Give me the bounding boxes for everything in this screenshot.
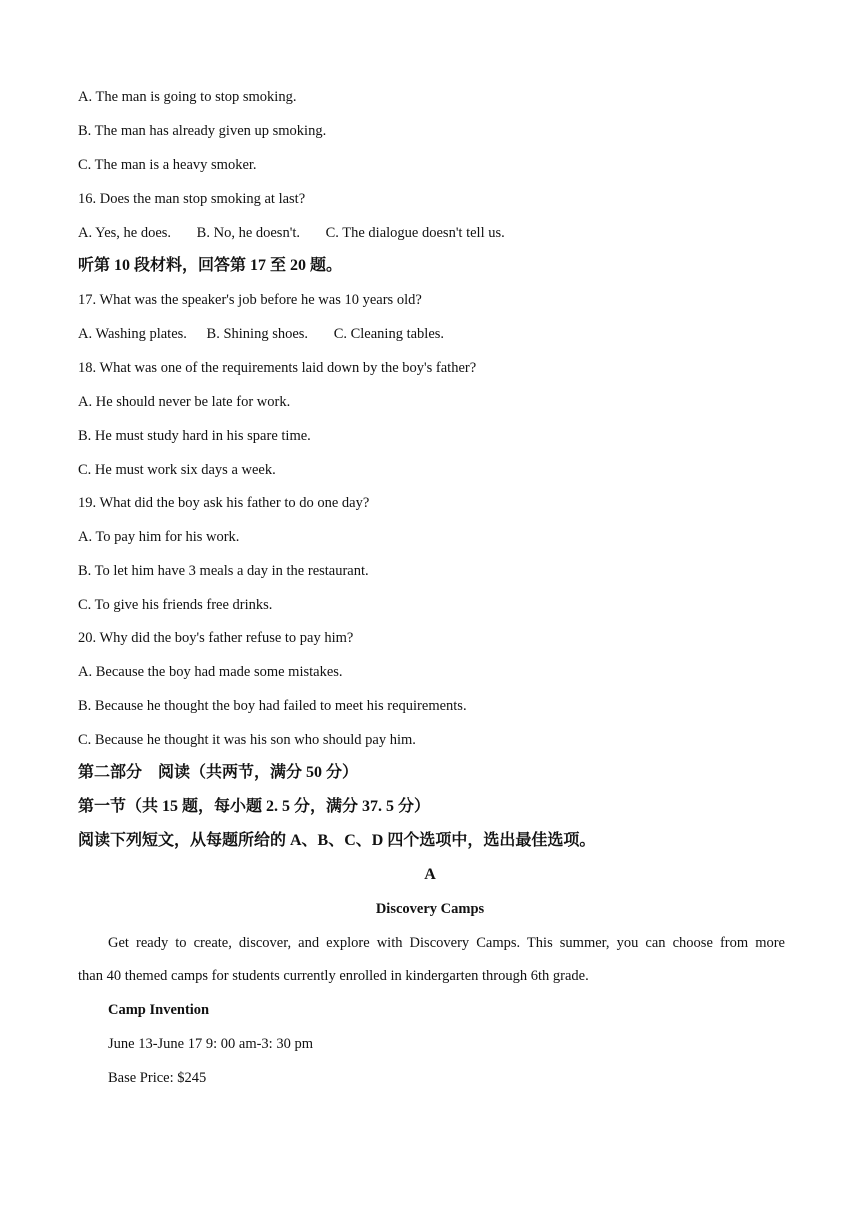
option-19c: C. To give his friends free drinks. [78,597,273,613]
option-20b: B. Because he thought the boy had failed to meet his requirements. [78,698,467,714]
option-17a: A. Washing plates. [78,326,187,342]
option-15b: B. The man has already given up smoking. [78,123,327,139]
option-18b: B. He must study hard in his spare time. [78,428,311,444]
question-20: 20. Why did the boy's father refuse to pay him? [78,630,354,646]
passage-title: Discovery Camps [375,901,485,917]
options-17 [78,325,444,343]
question-18: 18. What was one of the requirements laid down by the boy's father? [78,360,477,376]
paragraph-line-2: than 40 themed camps for students currently enrolled in kindergarten through 6th grade. [78,968,589,984]
option-16a: A. Yes, he does. [78,225,172,241]
paragraph-line-1: Get ready to create, discover, and explore with Discovery Camps. This summer, you can choose from more [108,935,785,951]
reading-instruction: 阅读下列短文，从每题所给的 A、B、C、D 四个选项中，选出最佳选项。 [78,832,596,849]
option-17b: B. Shining shoes. [206,326,309,342]
question-16: 16. Does the man stop smoking at last? [78,191,306,207]
option-18c: C. He must work six days a week. [78,462,276,478]
section-heading-1: 第一节（共 15 题，每小题 2. 5 分，满分 37. 5 分） [78,798,431,815]
options-16 [78,224,505,242]
option-20c: C. Because he thought it was his son who should pay him. [78,732,416,748]
option-18a: A. He should never be late for work. [78,394,291,410]
camp-dates: June 13-June 17 9: 00 am-3: 30 pm [108,1036,313,1052]
part-heading: 第二部分 阅读（共两节，满分 50 分） [78,764,359,781]
option-16b: B. No, he doesn't. [196,225,300,241]
section-heading-10: 听第 10 段材料，回答第 17 至 20 题。 [78,257,343,274]
question-17: 17. What was the speaker's job before he was 10 years old? [78,292,422,308]
option-20a: A. Because the boy had made some mistakes. [78,664,343,680]
camp-price: Base Price: $245 [108,1070,207,1086]
option-15a: A. The man is going to stop smoking. [78,89,297,105]
option-17c: C. Cleaning tables. [333,326,445,342]
option-19b: B. To let him have 3 meals a day in the restaurant. [78,563,369,579]
option-19a: A. To pay him for his work. [78,529,240,545]
question-19: 19. What did the boy ask his father to do one day? [78,495,370,511]
option-16c: C. The dialogue doesn't tell us. [325,225,505,241]
camp-name: Camp Invention [108,1002,210,1018]
option-15c: C. The man is a heavy smoker. [78,157,257,173]
passage-letter: A [424,866,436,883]
